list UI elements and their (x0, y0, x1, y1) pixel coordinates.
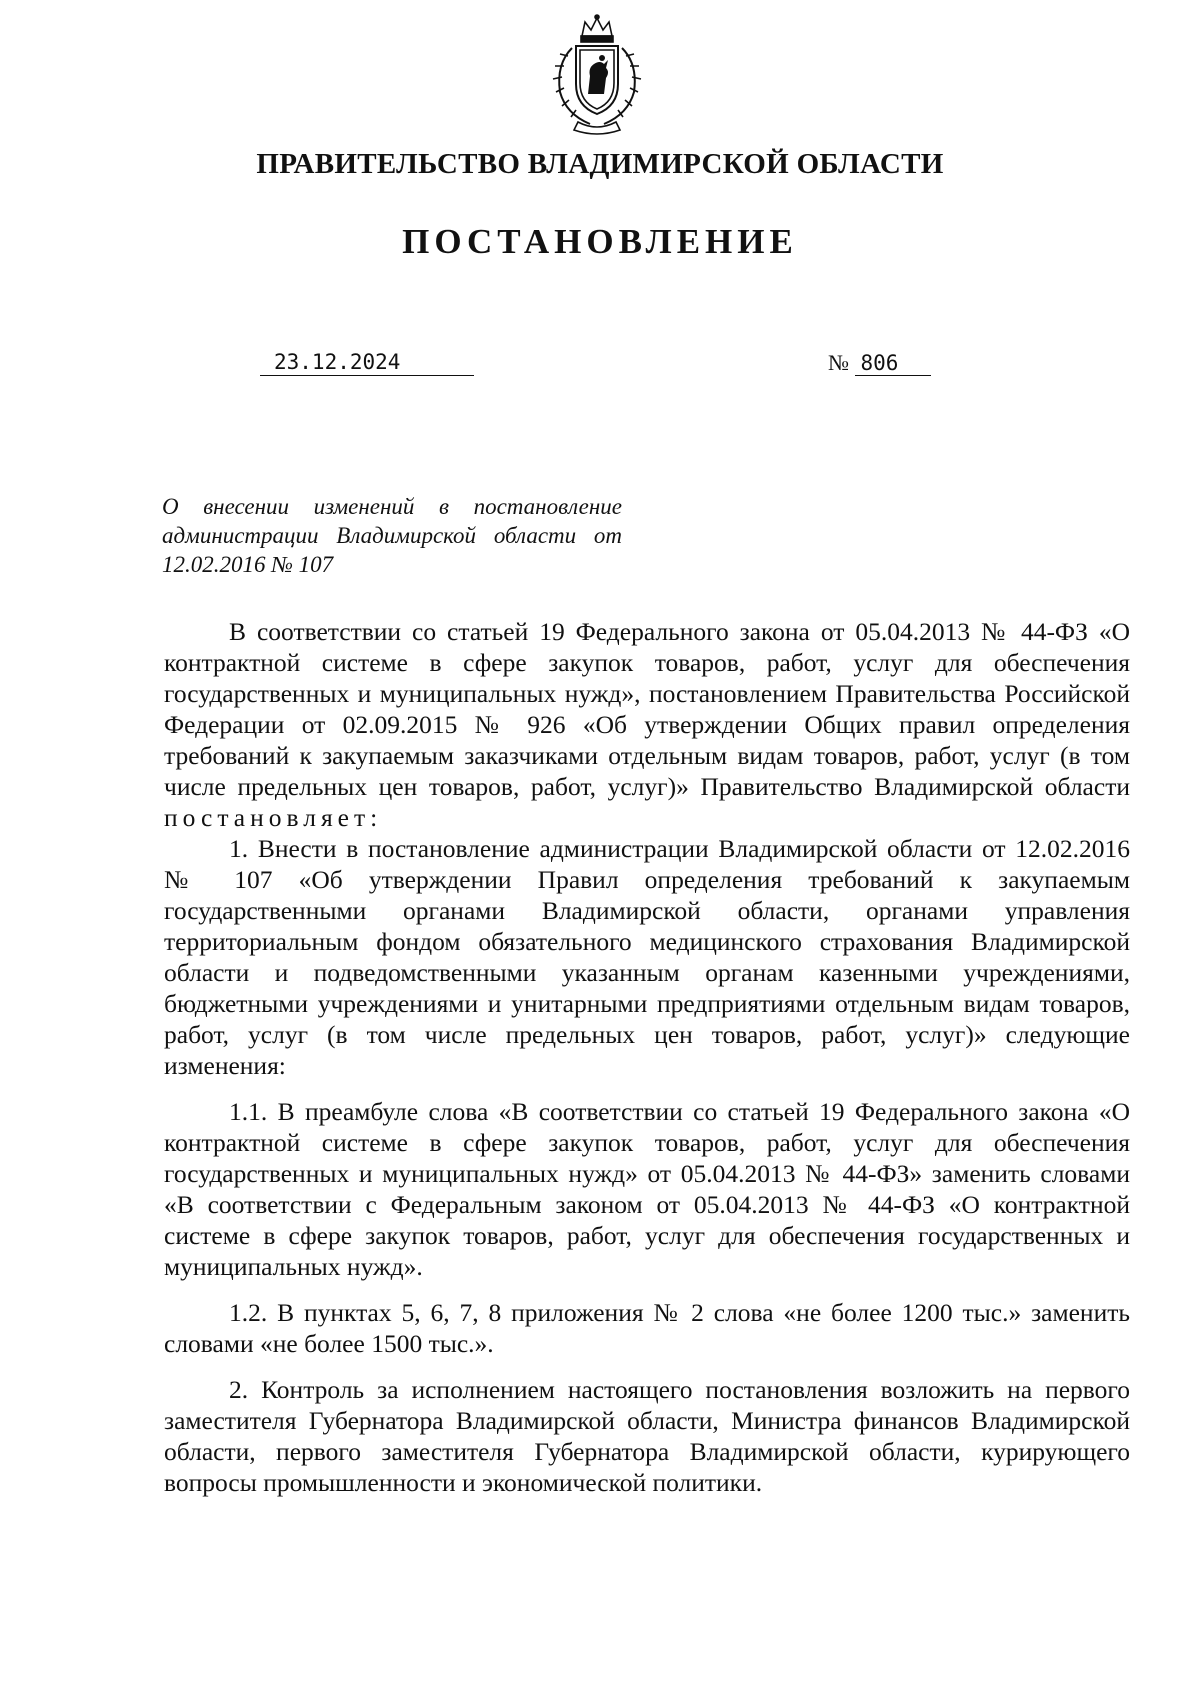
document-type-title: ПОСТАНОВЛЕНИЕ (402, 222, 798, 261)
preamble-paragraph (164, 616, 1130, 833)
item-1-1-paragraph: 1.1. В преамбуле слова «В соответствии со статьей 19 Федерального закона «О контрактной системе в сфере закупок товаров, работ, услуг для обеспечения государственных и муниципальных нужд» от 05.04.2013 № 44-ФЗ» заменить словами «В соответствии с Федеральным законом от 05.04.2013 № 44-ФЗ «О контрактной системе в сфере закупок товаров, работ, услуг для обеспечения государственных и муниципальных нужд». (164, 1097, 1130, 1281)
coat-of-arms-icon (538, 14, 656, 136)
preamble-text: В соответствии со статьей 19 Федерального закона от 05.04.2013 № 44-ФЗ «О контрактной системе в сфере закупок товаров, работ, услуг для обеспечения государственных и муниципальных нужд», постановлением Правительства Российской Федерации от 02.09.2015 № 926 «Об утверждении Общих правил определения требований к закупаемым заказчиками отдельным видам товаров, работ, услуг (в том числе предельных цен товаров, работ, услуг)» Правительство Владимирской области (164, 617, 1130, 801)
number-value: 806 (855, 351, 931, 376)
document-date: 23.12.2024 (260, 350, 474, 376)
preamble-verb: постановляет (164, 803, 371, 832)
government-title: ПРАВИТЕЛЬСТВО ВЛАДИМИРСКОЙ ОБЛАСТИ (256, 148, 944, 180)
item-1-paragraph: 1. Внести в постановление администрации Владимирской области от 12.02.2016 № 107 «Об утверждении Правил определения требований к закупаемым государственными органами Владимирской области, органами управления территориальным фондом обязательного медицинского страхования Владимирской области и подведомственными указанным органам казенными учреждениями, бюджетными учреждениями и унитарными предприятиями отдельным видам товаров, работ, услуг (в том числе предельных цен товаров, работ, услуг)» следующие изменения: (164, 834, 1130, 1080)
item-1-2-paragraph: 1.2. В пунктах 5, 6, 7, 8 приложения № 2 слова «не более 1200 тыс.» заменить словами «не более 1500 тыс.». (164, 1298, 1130, 1358)
document-subject: О внесении изменений в постановление администрации Владимирской области от 12.02.2016 № 107 (162, 494, 622, 577)
preamble-colon: : (370, 803, 378, 832)
document-body (164, 616, 1130, 1498)
item-2-paragraph: 2. Контроль за исполнением настоящего постановления возложить на первого заместителя Губернатора Владимирской области, Министра финансов Владимирской области, первого заместителя Губернатора Владимирской области, курирующего вопросы промышленности и экономической политики. (164, 1375, 1130, 1497)
document-number (828, 350, 931, 376)
number-sign: № (828, 350, 849, 375)
